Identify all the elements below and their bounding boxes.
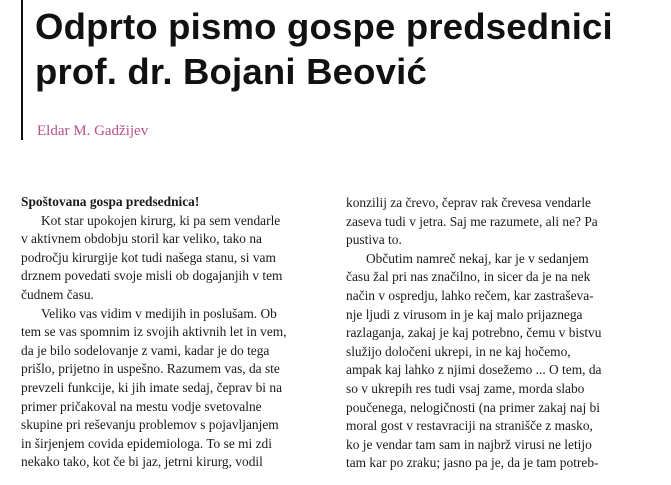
paragraph-line: skupine pri reševanju problemov s pojavljanjem	[21, 417, 279, 433]
paragraph-line: tam kar po zraku; jasno pa je, da je tam potreb-	[346, 455, 599, 471]
paragraph-line: služijo določeni ukrepi, in ne kaj hočemo,	[346, 343, 571, 359]
paragraph-line: primer pričakoval na mestu vodje svetovalne	[21, 398, 262, 414]
paragraph-line: nje ljudi z virusom in je kaj malo prijaznega	[346, 306, 583, 322]
paragraph-line: čudnem času.	[21, 286, 94, 302]
paragraph-line: moral gost v restavraciji na stranišče z masko,	[346, 418, 593, 434]
paragraph-line: zaseva tudi v jetra. Saj me razumete, ali ne? Pa	[346, 213, 598, 229]
paragraph-line: poučenega, nelogičnosti (na primer zakaj naj bi	[346, 399, 600, 415]
article-title	[35, 4, 671, 94]
paragraph-line: da je bilo sodelovanje z vami, kadar je do tega	[21, 342, 270, 358]
paragraph-line: prevzeli funkcije, ki jih imate sedaj, čeprav bi na	[21, 379, 283, 395]
paragraph-line: ko je vendar tam sam in najbrž virusi ne letijo	[346, 436, 592, 452]
paragraph-line: in širjenjem covida epidemiologa. To se mi zdi	[21, 435, 272, 451]
paragraph-line: področju kirurgije kot tudi našega stanu, si vam	[21, 249, 276, 265]
title-line: Odprto pismo gospe predsednici	[35, 6, 613, 47]
title-line: prof. dr. Bojani Beović	[35, 51, 427, 92]
paragraph-line: tem se vas spomnim iz svojih aktivnih let in vem,	[21, 324, 287, 340]
paragraph-line: ampak kaj lahko z njimi dosežemo ... O tem, da	[346, 362, 602, 378]
paragraph-line: v aktivnem obdobju storil kar veliko, tako na	[21, 231, 262, 247]
paragraph-line: nekako tako, kot če bi jaz, jetrni kirurg, vodil	[21, 454, 263, 470]
paragraph-line: način v ospredju, lahko rečem, kar zastraševa-	[346, 287, 594, 303]
paragraph-line: so v ukrepih res tudi vsaj zame, morda slabo	[346, 380, 585, 396]
author-byline: Eldar M. Gadžijev	[37, 123, 149, 139]
paragraph-line: Občutim namreč nekaj, kar je v sedanjem	[366, 250, 589, 266]
text-column-left	[21, 193, 316, 472]
salutation: Spoštovana gospa predsednica!	[21, 194, 200, 209]
paragraph-line: prišlo, prijetno in uspešno. Razumem vas, da ste	[21, 361, 280, 377]
paragraph-line: razlaganja, zakaj je kaj potrebno, čemu v bistvu	[346, 325, 602, 341]
text-column-right	[346, 194, 646, 473]
paragraph-line: drznem povedati svoje misli ob dogajanjih v tem	[21, 268, 283, 284]
paragraph-line: času žal pri nas značilno, in sicer da je na nek	[346, 269, 591, 285]
paragraph-line: Veliko vas vidim v medijih in poslušam. Ob	[41, 305, 277, 321]
paragraph-line: konzilij za črevo, čeprav rak črevesa vendarle	[346, 195, 591, 210]
paragraph-line: pustiva to.	[346, 232, 402, 248]
title-accent-rule	[21, 0, 23, 140]
paragraph-line: Kot star upokojen kirurg, ki pa sem vendarle	[41, 212, 281, 228]
